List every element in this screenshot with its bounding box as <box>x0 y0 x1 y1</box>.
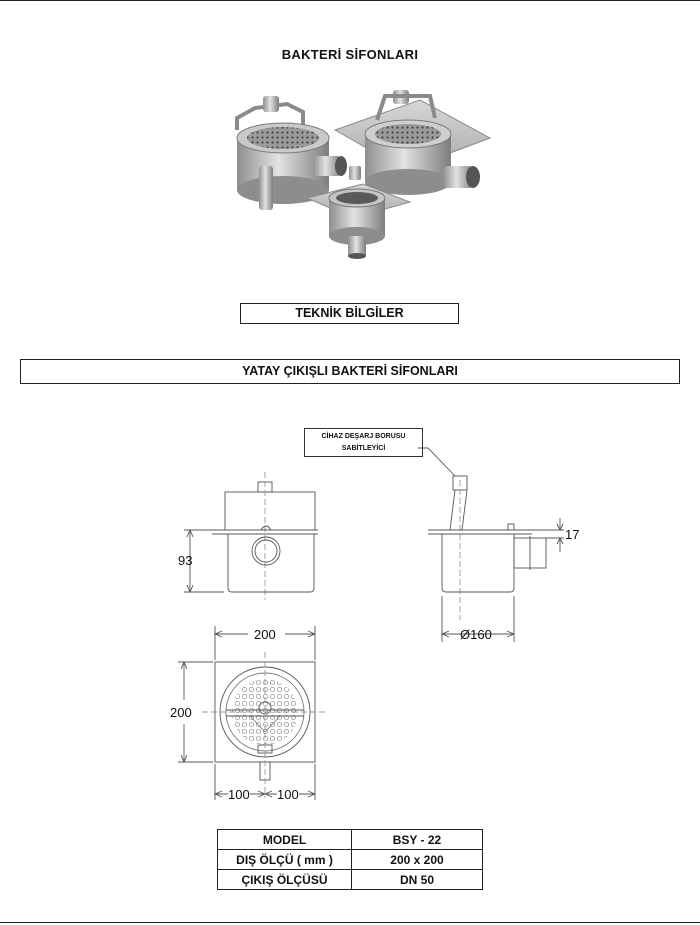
side-view-right <box>418 448 564 642</box>
callout-line-2: SABİTLEYİCİ <box>341 445 386 452</box>
subsection-title-box: YATAY ÇIKIŞLI BAKTERİ SİFONLARI <box>20 359 680 384</box>
table-row <box>218 830 483 850</box>
dim-height-93: 93 <box>178 553 193 568</box>
callout-line-1: CİHAZ DEŞARJ BORUSU <box>321 433 406 440</box>
technical-drawing <box>150 420 600 810</box>
spec-value: 200 x 200 <box>352 850 483 870</box>
side-view-left <box>184 472 318 600</box>
spec-table <box>217 829 483 890</box>
dim-half-left: 100 <box>228 787 250 802</box>
spec-label: DIŞ ÖLÇÜ ( mm ) <box>218 850 352 870</box>
section-title-box: TEKNİK BİLGİLER <box>240 303 459 324</box>
table-row <box>218 870 483 890</box>
spec-label: MODEL <box>218 830 352 850</box>
plan-view <box>178 626 328 800</box>
dim-half-right: 100 <box>277 787 299 802</box>
dim-height-side: 200 <box>170 705 192 720</box>
dim-width-top: 200 <box>254 627 276 642</box>
product-photo <box>225 90 495 260</box>
dim-offset-17: 17 <box>565 527 580 542</box>
top-rule <box>0 0 700 1</box>
spec-value: BSY - 22 <box>352 830 483 850</box>
table-row <box>218 850 483 870</box>
dim-diameter: Ø160 <box>460 627 492 642</box>
spec-value: DN 50 <box>352 870 483 890</box>
bottom-rule <box>0 922 700 923</box>
page-title: BAKTERİ SİFONLARI <box>281 47 419 62</box>
discharge-pipe-callout <box>304 428 423 457</box>
spec-label: ÇIKIŞ ÖLÇÜSÜ <box>218 870 352 890</box>
